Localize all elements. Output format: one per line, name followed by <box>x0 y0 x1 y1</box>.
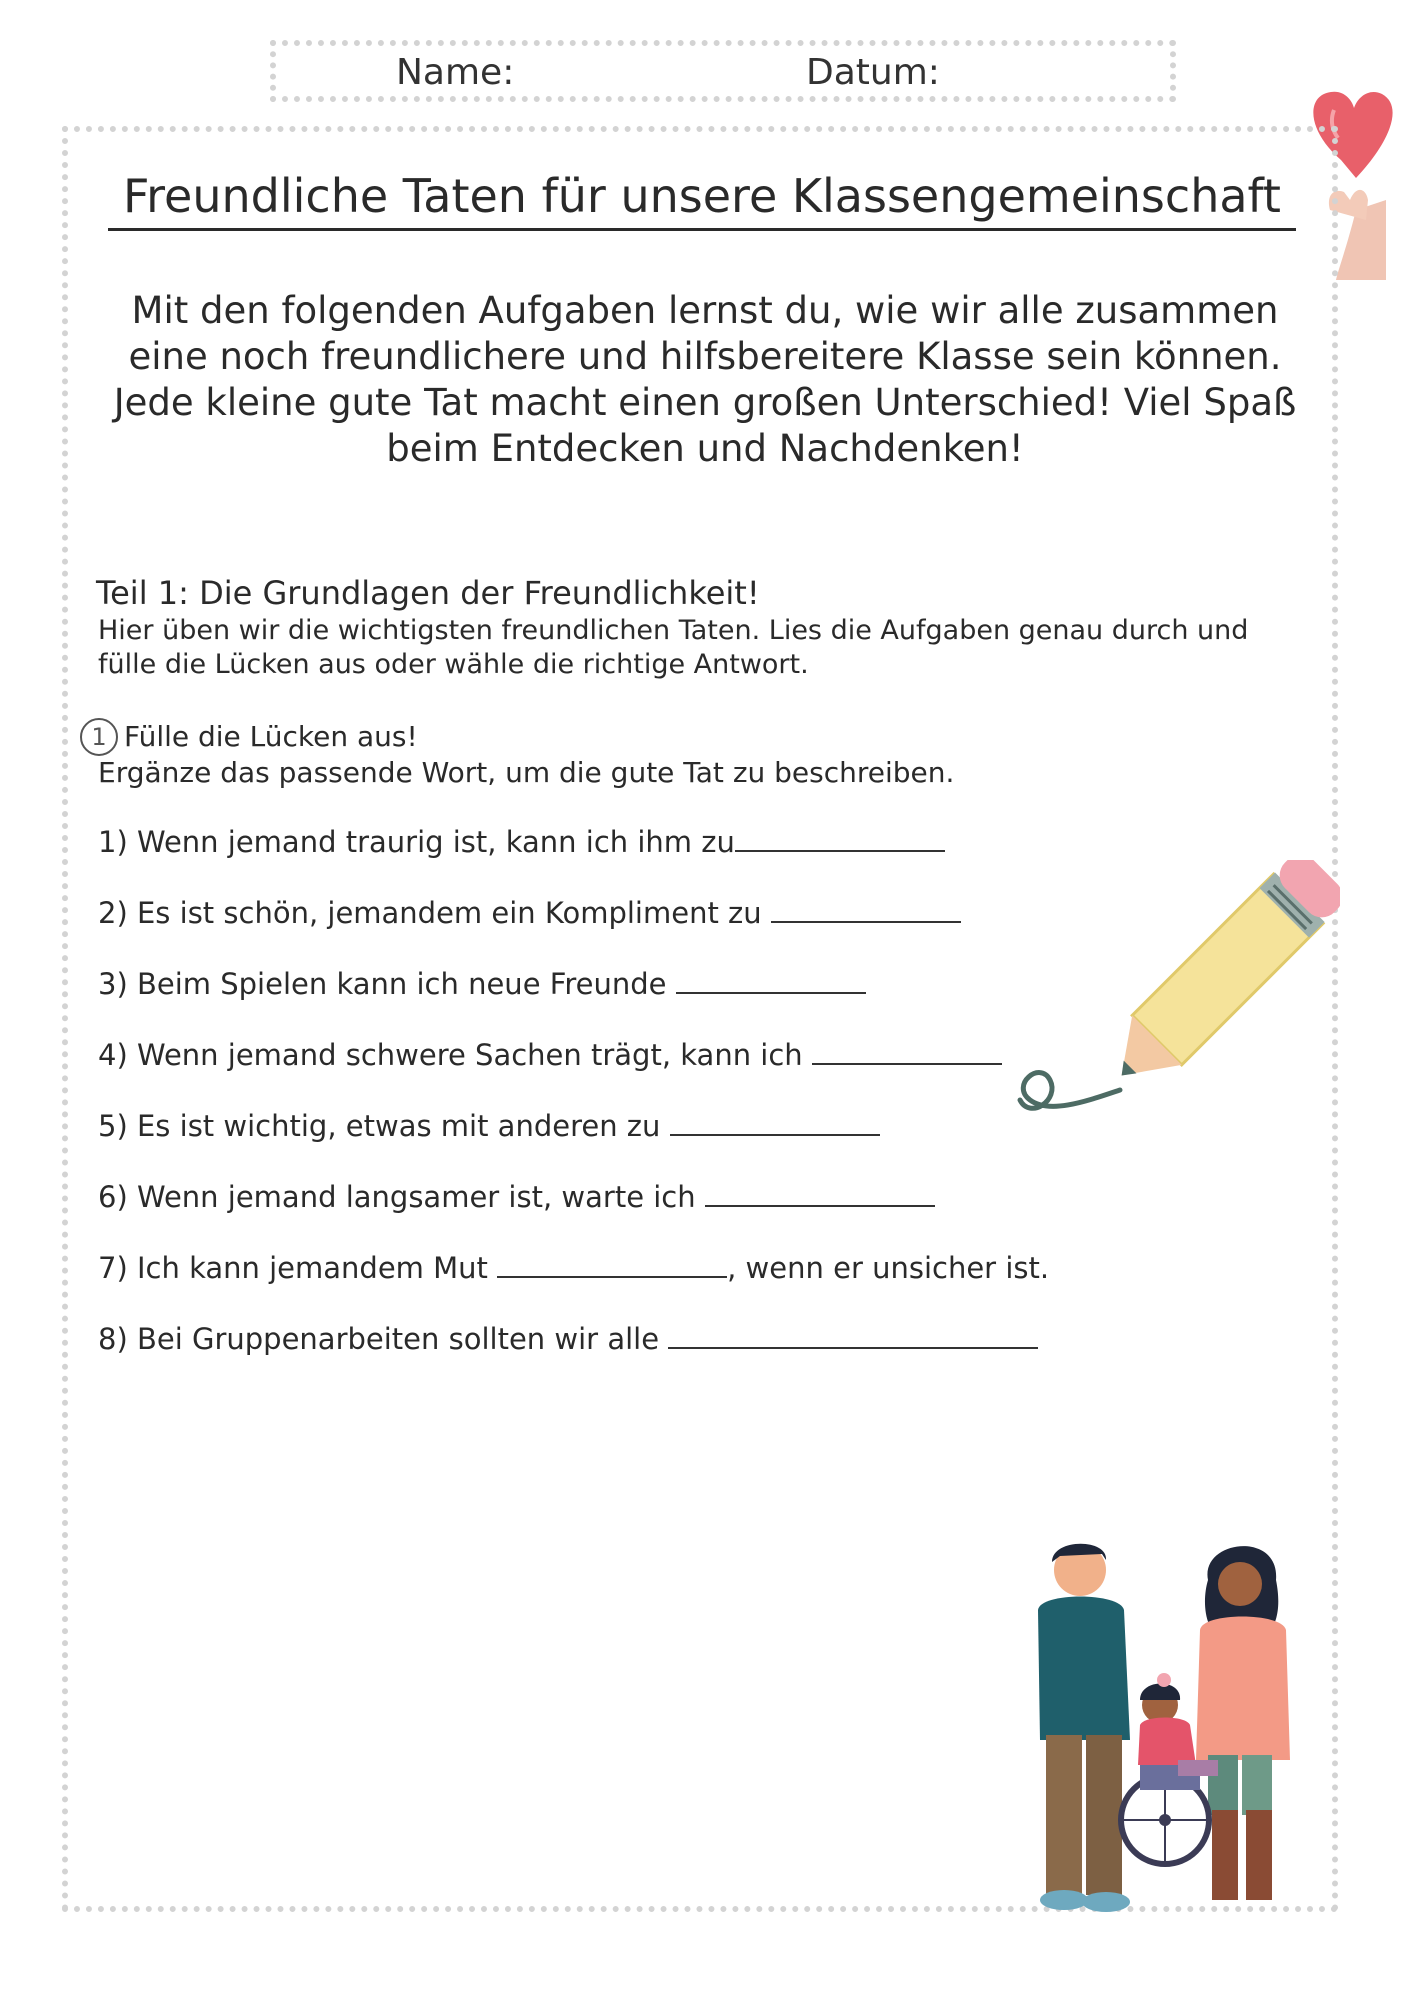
task-number-badge: 1 <box>80 718 118 756</box>
task-description: Ergänze das passende Wort, um die gute Tat zu beschreiben. <box>98 756 955 789</box>
part-desc-line: Hier üben wir die wichtigsten freundlichen Taten. Lies die Aufgaben genau durch und <box>98 615 1249 646</box>
intro-line: beim Entdecken und Nachdenken! <box>386 427 1024 470</box>
question-text: 3) Beim Spielen kann ich neue Freunde <box>98 967 676 1001</box>
answer-blank[interactable] <box>771 895 961 923</box>
question-item <box>98 966 866 1001</box>
answer-blank[interactable] <box>670 1108 880 1136</box>
answer-blank[interactable] <box>735 824 945 852</box>
question-text: 8) Bei Gruppenarbeiten sollten wir alle <box>98 1322 669 1356</box>
question-item <box>98 1250 1049 1285</box>
intro-line: eine noch freundlichere und hilfsbereitere Klasse sein können. <box>128 335 1282 378</box>
intro-text <box>100 288 1310 472</box>
part-title: Teil 1: Die Grundlagen der Freundlichkeit! <box>96 574 760 612</box>
intro-line: Mit den folgenden Aufgaben lernst du, wie wir alle zusammen <box>131 289 1279 332</box>
part-desc-line: fülle die Lücken aus oder wähle die richtige Antwort. <box>98 649 809 680</box>
question-item <box>98 1037 1002 1072</box>
page-title: Freundliche Taten für unsere Klassengemeinschaft <box>108 166 1296 231</box>
date-label: Datum: <box>806 52 940 93</box>
question-text-after: , wenn er unsicher ist. <box>727 1251 1050 1285</box>
header-box <box>270 40 1176 102</box>
pencil-icon <box>1010 860 1340 1140</box>
question-text: 1) Wenn jemand traurig ist, kann ich ihm zu <box>98 825 735 859</box>
question-text: 2) Es ist schön, jemandem ein Kompliment zu <box>98 896 771 930</box>
question-item <box>98 1321 1038 1356</box>
intro-line: Jede kleine gute Tat macht einen großen Unterschied! Viel Spaß <box>113 381 1297 424</box>
question-item <box>98 1179 935 1214</box>
part-description <box>98 614 1298 682</box>
question-item <box>98 895 961 930</box>
question-item <box>98 1108 880 1143</box>
answer-blank[interactable] <box>705 1179 935 1207</box>
answer-blank[interactable] <box>668 1321 1038 1349</box>
answer-blank[interactable] <box>676 966 866 994</box>
name-label: Name: <box>396 52 515 93</box>
question-item <box>98 824 945 859</box>
question-text: 4) Wenn jemand schwere Sachen trägt, kann ich <box>98 1038 812 1072</box>
question-text: 6) Wenn jemand langsamer ist, warte ich <box>98 1180 705 1214</box>
answer-blank[interactable] <box>812 1037 1002 1065</box>
family-with-wheelchair-illustration <box>990 1520 1330 1920</box>
answer-blank[interactable] <box>497 1250 727 1278</box>
task-title: Fülle die Lücken aus! <box>124 720 418 753</box>
question-text: 5) Es ist wichtig, etwas mit anderen zu <box>98 1109 670 1143</box>
question-text: 7) Ich kann jemandem Mut <box>98 1251 498 1285</box>
